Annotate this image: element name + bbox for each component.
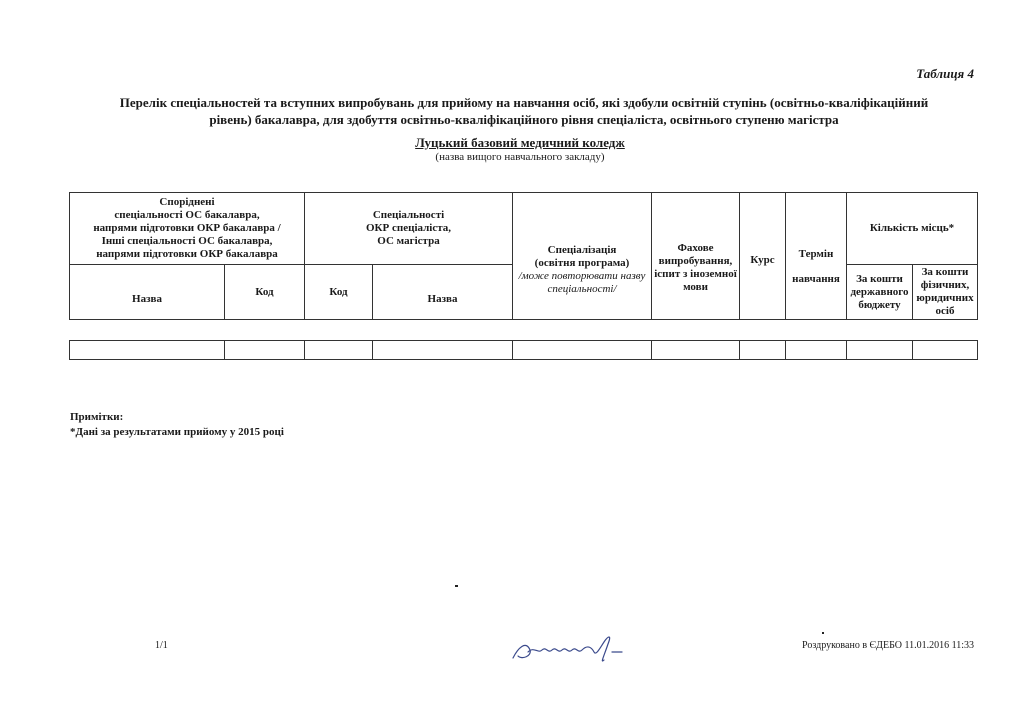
signature-image bbox=[508, 630, 648, 666]
document-heading bbox=[70, 94, 978, 128]
table-cell bbox=[513, 341, 652, 360]
table-row bbox=[70, 341, 978, 360]
college-caption: (назва вищого навчального закладу) bbox=[435, 151, 605, 163]
table-cell bbox=[847, 341, 913, 360]
data-table bbox=[69, 340, 978, 360]
notes-section bbox=[70, 410, 284, 440]
header-exams: Фахове випробування, іспит з іноземної мови bbox=[652, 193, 740, 320]
header-code-specialist: Код bbox=[305, 265, 373, 320]
heading-line: Перелік спеціальностей та вступних випробувань для прийому на навчання осіб, які здобули освітній ступінь (освітньо-кваліфікаційний bbox=[119, 95, 929, 110]
table-cell bbox=[652, 341, 740, 360]
table-number-label: Таблиця 4 bbox=[916, 66, 974, 81]
table-cell bbox=[70, 341, 225, 360]
header-specialization: Спеціалізація (освітня програма) /може повторювати назву спеціальності/ bbox=[513, 193, 652, 320]
notes-title: Примітки: bbox=[70, 411, 124, 423]
table-cell bbox=[225, 341, 305, 360]
scan-speck bbox=[455, 585, 458, 587]
table-cell bbox=[305, 341, 373, 360]
scan-speck bbox=[822, 632, 824, 634]
header-state-budget: За кошти державного бюджету bbox=[847, 265, 913, 320]
header-related-specialties: Споріднені спеціальності ОС бакалавра, напрями підготовки ОКР бакалавра / Інші спеціальності ОС бакалавра, напрями підготовки ОКР бакалавра bbox=[70, 193, 305, 265]
table-cell bbox=[373, 341, 513, 360]
header-name-specialist: Назва bbox=[373, 265, 513, 320]
print-timestamp: Роздруковано в ЄДЕБО 11.01.2016 11:33 bbox=[802, 640, 974, 651]
header-specialties: Спеціальності ОКР спеціаліста, ОС магістра bbox=[305, 193, 513, 265]
notes-text: *Дані за результатами прийому у 2015 році bbox=[70, 426, 284, 438]
college-name: Луцький базовий медичний коледж bbox=[415, 135, 625, 150]
table-cell bbox=[740, 341, 786, 360]
header-code-bachelor: Код bbox=[225, 265, 305, 320]
table-cell bbox=[913, 341, 978, 360]
header-name-bachelor: Назва bbox=[70, 265, 225, 320]
heading-line: рівень) бакалавра, для здобуття освітньо-кваліфікаційного рівня спеціаліста, освітнього ступеню магістра bbox=[209, 112, 839, 127]
header-study-term: Термін навчання bbox=[786, 193, 847, 320]
header-course: Курс bbox=[740, 193, 786, 320]
specialties-table bbox=[69, 192, 978, 320]
header-places: Кількість місць* bbox=[847, 193, 978, 265]
header-private-funds: За кошти фізичних, юридичних осіб bbox=[913, 265, 978, 320]
page-number: 1/1 bbox=[155, 640, 168, 651]
table-cell bbox=[786, 341, 847, 360]
